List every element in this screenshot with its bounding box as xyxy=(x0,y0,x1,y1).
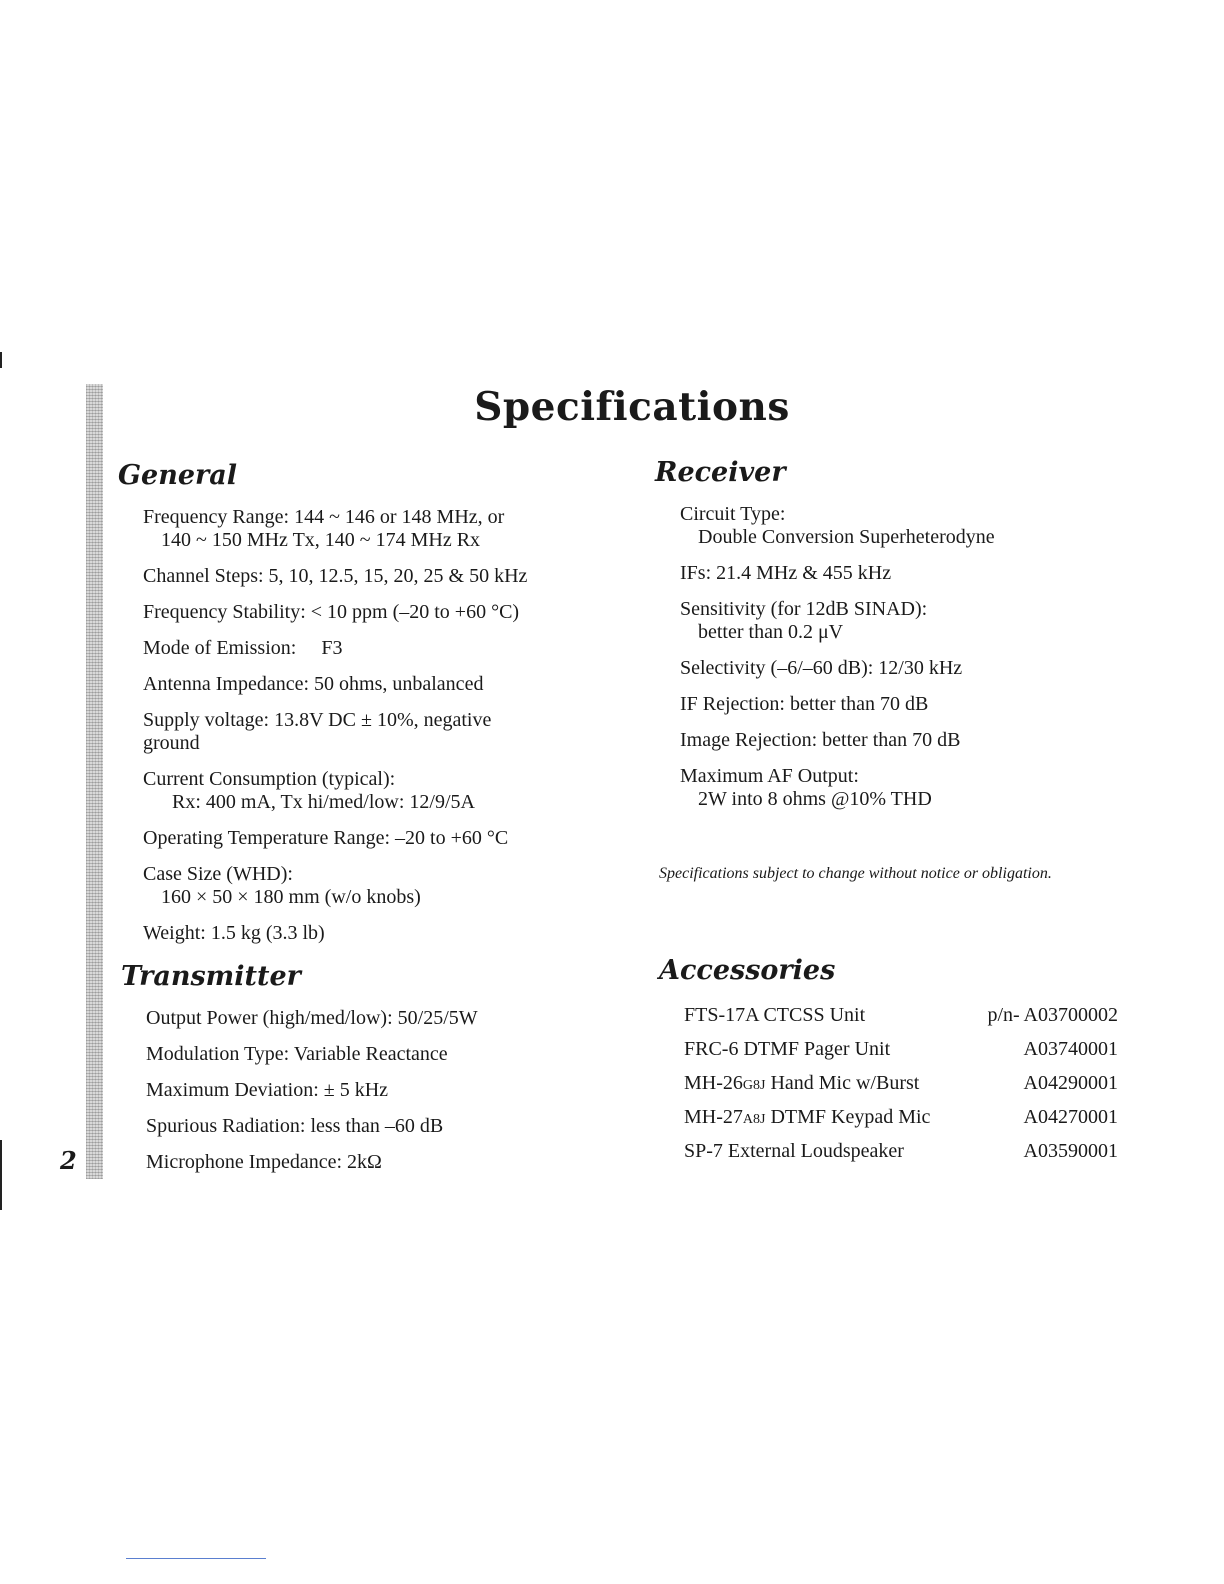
accessory-name: FTS-17A CTCSS Unit xyxy=(684,1003,866,1026)
accessory-part-number: A03590001 xyxy=(1023,1139,1118,1162)
margin-shade-bar xyxy=(86,384,103,1179)
accessory-model-suffix: A8J xyxy=(742,1111,766,1127)
page-title: Specifications xyxy=(474,384,790,430)
spec-item xyxy=(680,657,995,680)
spec-item xyxy=(146,1115,478,1138)
spec-item xyxy=(146,1079,478,1102)
spec-item xyxy=(680,765,995,811)
spec-text-continued: ground xyxy=(143,732,200,754)
footer-rule xyxy=(126,1558,266,1559)
spec-item xyxy=(143,768,527,814)
spec-text: Antenna Impedance: 50 ohms, unbalanced xyxy=(143,673,484,695)
spec-text-continued: Double Conversion Superheterodyne xyxy=(698,526,995,548)
spec-text: Case Size (WHD): xyxy=(143,863,293,885)
spec-text: Supply voltage: 13.8V DC ± 10%, negative xyxy=(143,709,492,731)
general-heading: General xyxy=(118,460,238,491)
page-number: 2 xyxy=(60,1146,77,1175)
transmitter-spec-list xyxy=(146,1007,478,1187)
spec-text: Frequency Range: 144 ~ 146 or 148 MHz, or xyxy=(143,506,505,528)
spec-text: Weight: 1.5 kg (3.3 lb) xyxy=(143,922,325,944)
table-row xyxy=(684,1100,1118,1134)
accessory-part-number: p/n- A03700002 xyxy=(987,1003,1118,1026)
accessories-table xyxy=(684,998,1118,1168)
receiver-spec-list xyxy=(680,503,995,824)
spec-text: Channel Steps: 5, 10, 12.5, 15, 20, 25 & 50 kHz xyxy=(143,565,528,587)
spec-item xyxy=(680,729,995,752)
accessory-model: MH-27 xyxy=(684,1105,743,1128)
spec-item xyxy=(146,1007,478,1030)
spec-text: Mode of Emission: F3 xyxy=(143,637,343,659)
spec-item xyxy=(143,601,527,624)
spec-text: IFs: 21.4 MHz & 455 kHz xyxy=(680,562,892,584)
spec-item xyxy=(143,637,527,660)
scan-edge-mark-top xyxy=(0,352,2,368)
spec-item xyxy=(143,565,527,588)
spec-item xyxy=(143,673,527,696)
spec-item xyxy=(143,506,527,552)
table-row xyxy=(684,1134,1118,1168)
general-spec-list xyxy=(143,506,527,958)
table-row xyxy=(684,1066,1118,1100)
table-row xyxy=(684,998,1118,1032)
spec-text: Modulation Type: Variable Reactance xyxy=(146,1043,448,1065)
accessory-name xyxy=(684,1066,970,1100)
spec-item xyxy=(680,598,995,644)
spec-item xyxy=(143,922,527,945)
spec-text: Image Rejection: better than 70 dB xyxy=(680,729,961,751)
accessory-name: FRC-6 DTMF Pager Unit xyxy=(684,1037,891,1060)
accessory-part-number: A04270001 xyxy=(1023,1105,1118,1128)
accessory-part-number: A03740001 xyxy=(1023,1037,1118,1060)
spec-text: Current Consumption (typical): xyxy=(143,768,396,790)
accessories-heading: Accessories xyxy=(659,955,836,986)
accessory-part-number: A04290001 xyxy=(1023,1071,1118,1094)
spec-text: Output Power (high/med/low): 50/25/5W xyxy=(146,1007,478,1029)
accessory-description: Hand Mic w/Burst xyxy=(765,1071,920,1094)
spec-item xyxy=(146,1043,478,1066)
accessory-model: MH-26 xyxy=(684,1071,743,1094)
spec-text: Spurious Radiation: less than –60 dB xyxy=(146,1115,444,1137)
spec-text: Maximum Deviation: ± 5 kHz xyxy=(146,1079,389,1101)
spec-item xyxy=(680,693,995,716)
spec-text: Selectivity (–6/–60 dB): 12/30 kHz xyxy=(680,657,963,679)
spec-item xyxy=(143,709,527,755)
spec-item xyxy=(143,863,527,909)
spec-text: Circuit Type: xyxy=(680,503,786,525)
spec-text: IF Rejection: better than 70 dB xyxy=(680,693,929,715)
spec-text-continued: 2W into 8 ohms @10% THD xyxy=(698,788,932,810)
scan-edge-mark-bottom xyxy=(0,1140,2,1210)
spec-text-continued: Rx: 400 mA, Tx hi/med/low: 12/9/5A xyxy=(172,791,475,813)
spec-item xyxy=(143,827,527,850)
spec-text: Sensitivity (for 12dB SINAD): xyxy=(680,598,928,620)
spec-text: Operating Temperature Range: –20 to +60 °C xyxy=(143,827,509,849)
spec-text-continued: 160 × 50 × 180 mm (w/o knobs) xyxy=(161,886,421,908)
transmitter-heading: Transmitter xyxy=(121,961,301,992)
spec-text-continued: 140 ~ 150 MHz Tx, 140 ~ 174 MHz Rx xyxy=(161,529,481,551)
spec-item xyxy=(680,503,995,549)
receiver-heading: Receiver xyxy=(655,457,786,488)
accessory-description: DTMF Keypad Mic xyxy=(765,1105,931,1128)
spec-item xyxy=(146,1151,478,1174)
spec-text: Frequency Stability: < 10 ppm (–20 to +60 °C) xyxy=(143,601,520,623)
specifications-notice: Specifications subject to change without notice or obligation. xyxy=(659,865,1052,882)
accessory-model-suffix: G8J xyxy=(742,1077,766,1093)
accessory-name: SP-7 External Loudspeaker xyxy=(684,1139,904,1162)
spec-text: Maximum AF Output: xyxy=(680,765,859,787)
spec-text-continued: better than 0.2 μV xyxy=(698,621,844,643)
spec-text: Microphone Impedance: 2kΩ xyxy=(146,1151,382,1173)
accessory-name xyxy=(684,1100,970,1134)
table-row xyxy=(684,1032,1118,1066)
spec-item xyxy=(680,562,995,585)
